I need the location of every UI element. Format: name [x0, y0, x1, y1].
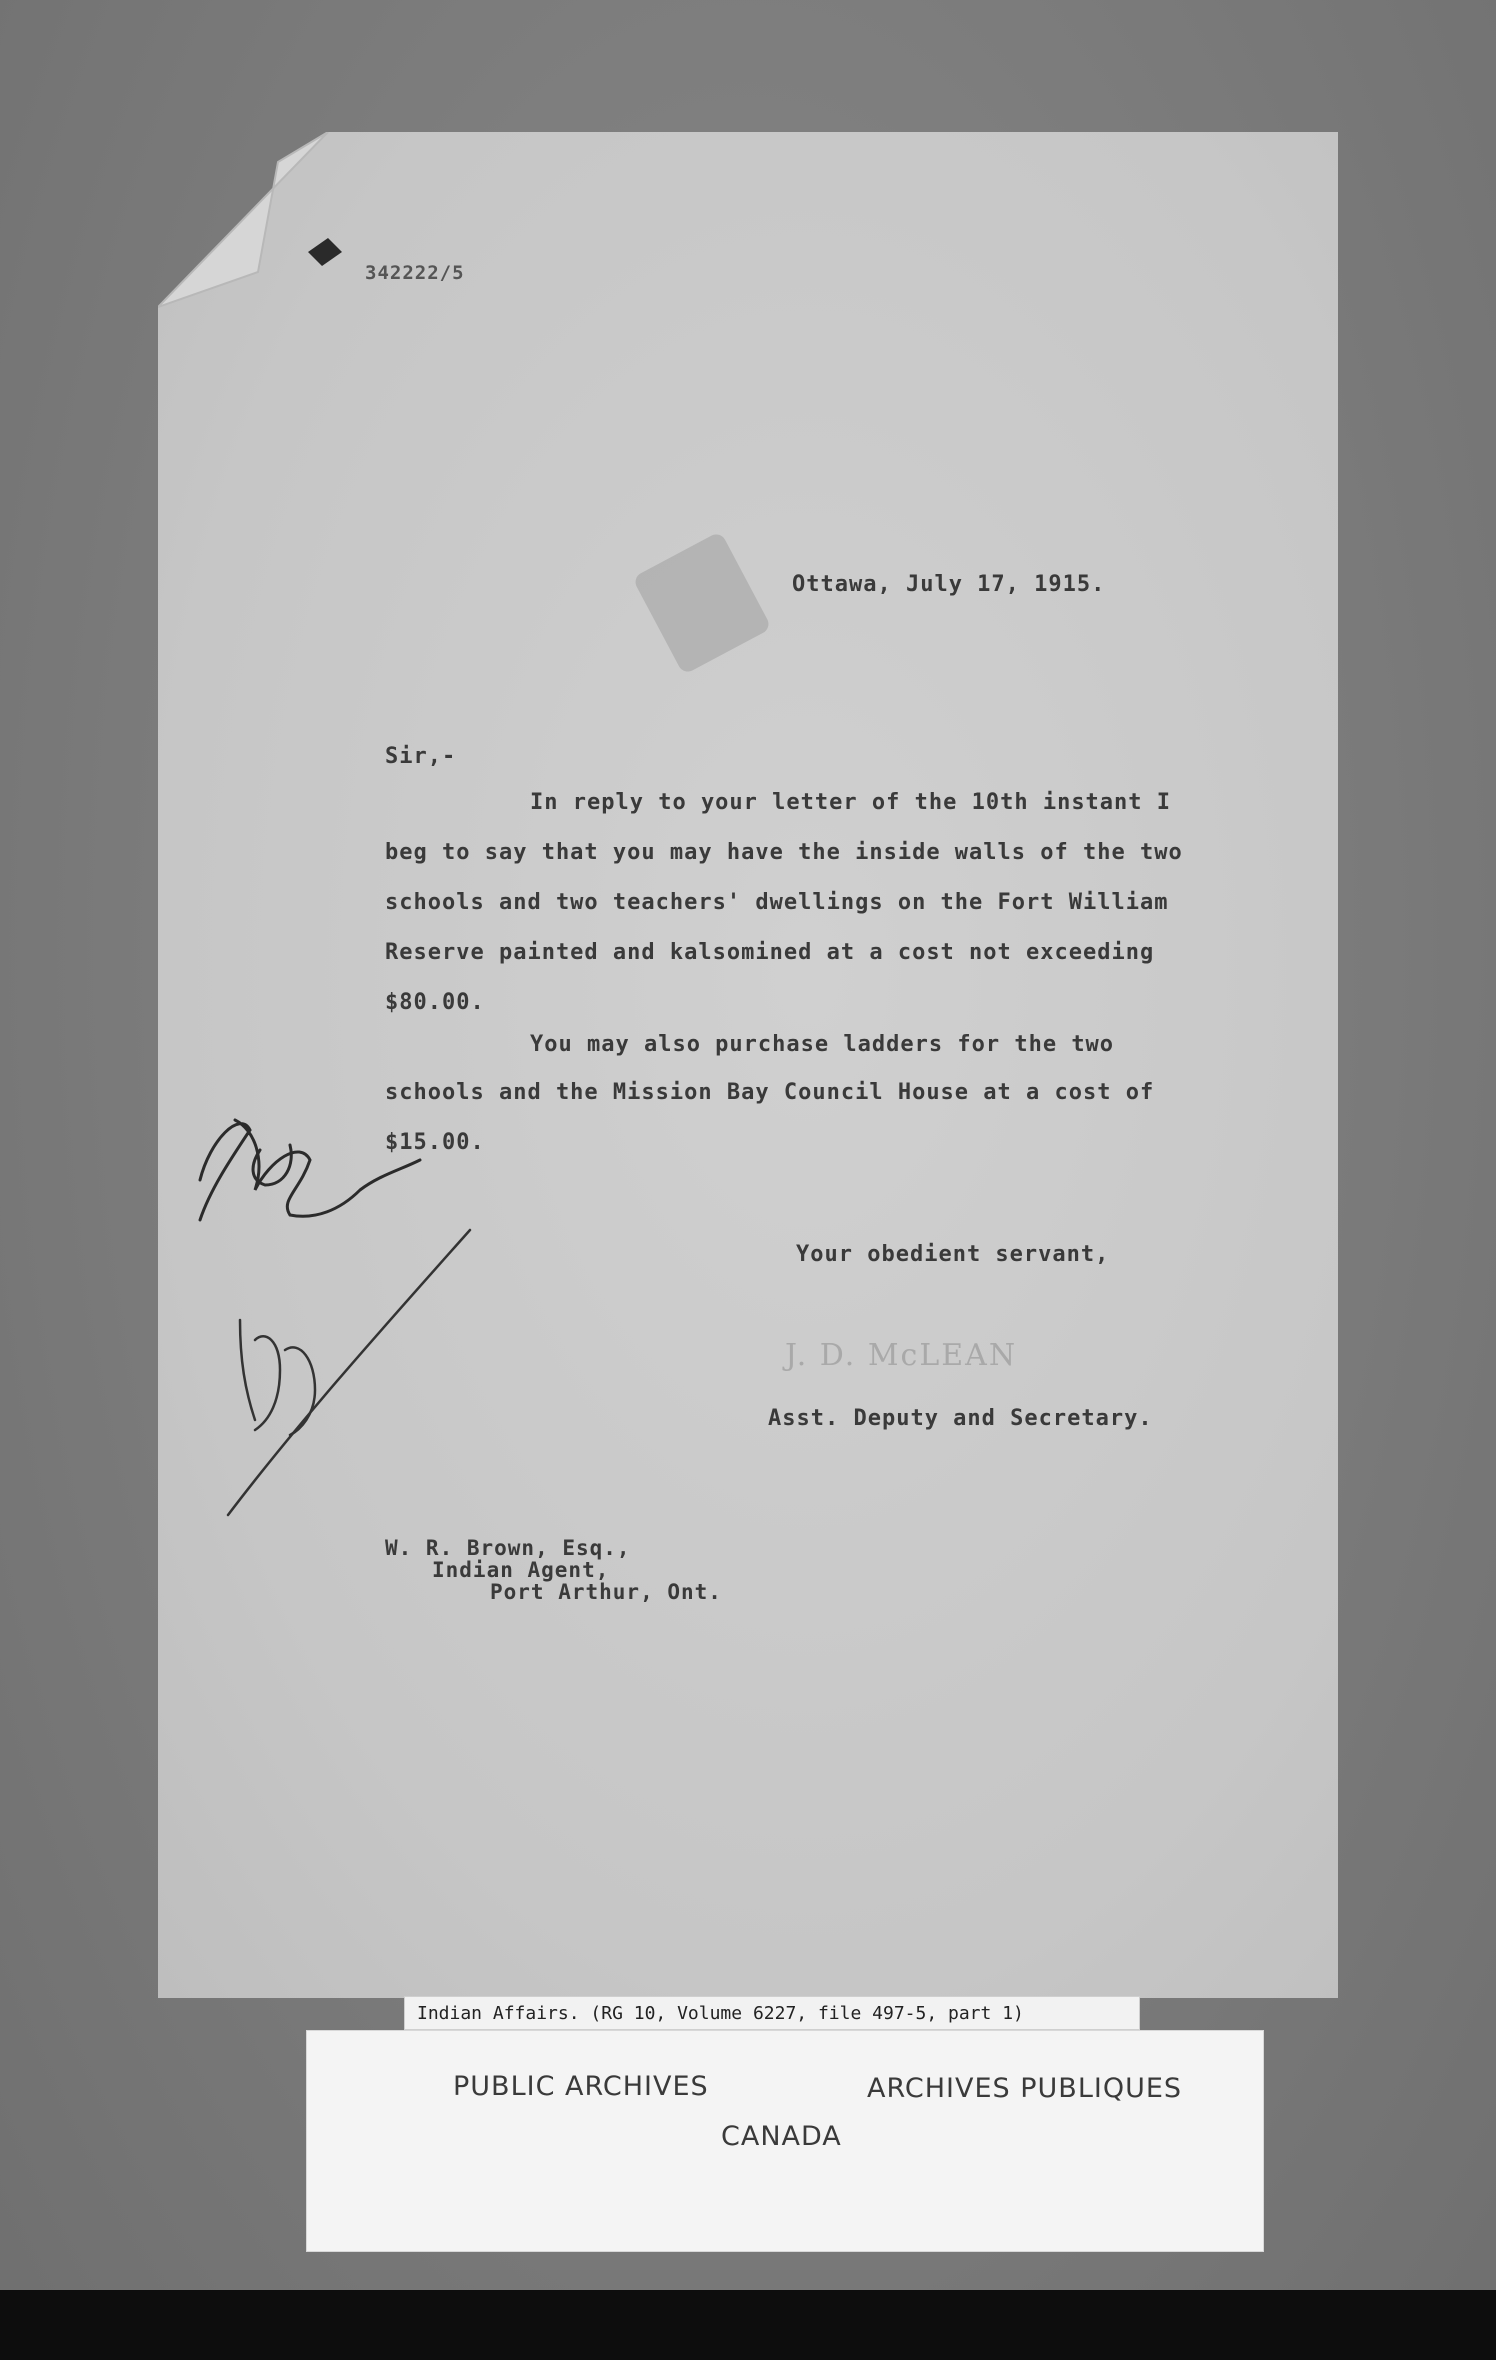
body-line: schools and the Mission Bay Council House at a cost of [385, 1080, 1155, 1105]
addressee-line: Indian Agent, [432, 1558, 610, 1582]
archive-card [306, 2030, 1264, 2252]
bottom-film-band [0, 2290, 1496, 2360]
archive-caption: Indian Affairs. (RG 10, Volume 6227, file 497-5, part 1) [404, 1996, 1140, 2030]
body-line: $15.00. [385, 1130, 485, 1155]
folded-corner [158, 132, 348, 322]
archive-label-english: PUBLIC ARCHIVES [453, 2071, 709, 2102]
body-line: $80.00. [385, 990, 485, 1015]
archive-label-country: CANADA [721, 2121, 842, 2152]
dateline: Ottawa, July 17, 1915. [792, 572, 1106, 597]
body-line: You may also purchase ladders for the two [530, 1032, 1115, 1057]
signature-stamp: J. D. McLEAN [785, 1338, 1018, 1373]
salutation: Sir,- [385, 744, 457, 769]
signer-title: Asst. Deputy and Secretary. [768, 1406, 1153, 1431]
addressee-line: Port Arthur, Ont. [490, 1580, 722, 1604]
archive-label-french: ARCHIVES PUBLIQUES [867, 2073, 1183, 2104]
body-line: Reserve painted and kalsomined at a cost not exceeding [385, 940, 1155, 965]
body-line: beg to say that you may have the inside walls of the two [385, 840, 1183, 865]
closing: Your obedient servant, [796, 1242, 1110, 1267]
body-line: schools and two teachers' dwellings on the Fort William [385, 890, 1169, 915]
file-reference-number: 342222/5 [365, 262, 465, 284]
letter-paper [158, 132, 1338, 1998]
addressee-line: W. R. Brown, Esq., [385, 1536, 631, 1560]
body-line: In reply to your letter of the 10th instant I [530, 790, 1172, 815]
